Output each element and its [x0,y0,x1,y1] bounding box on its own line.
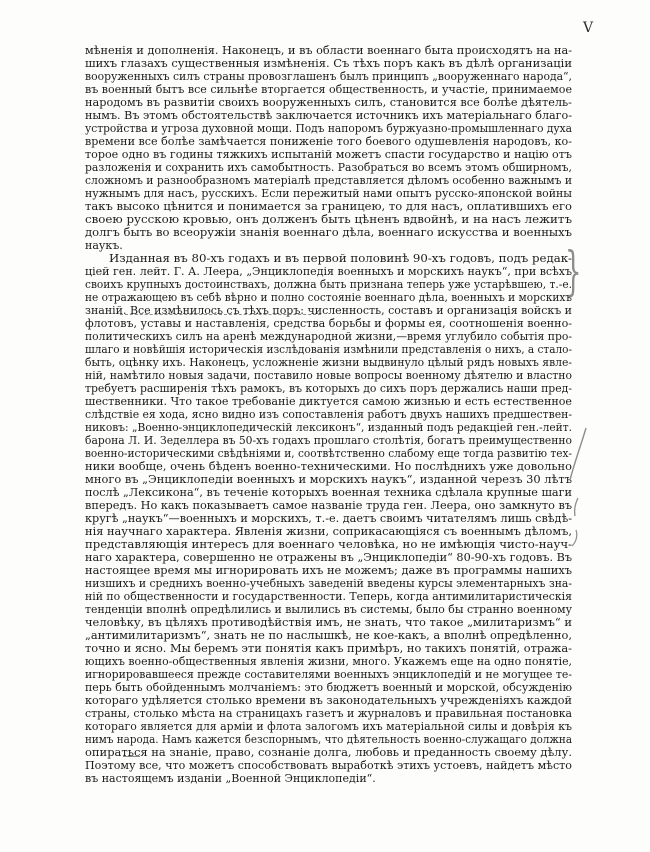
text-line: настоящее время мы игнорировать ихъ не можемъ; даже въ программы нашихъ [85,564,572,577]
text-line: котораго является для арміи и флота залогомъ ихъ матеріальной силы и довѣрія къ [85,720,572,733]
text-line: послѣ „Лексикона“, въ теченіе которыхъ военная техника сдѣлала крупные шаги [85,486,572,499]
text-line: „антимилитаризмъ“, знать не по наслышкѣ, не кое-какъ, а вполнѣ опредѣленно, [85,629,572,642]
text-line: такъ высоко цѣнится и понимается за границею, то для насъ, оплатившихъ его [85,200,572,213]
text-line: быть, оцѣнку ихъ. Наконецъ, усложненіе жизни выдвинуло цѣлый рядъ новыхъ явле- [85,356,572,369]
text-line: впередъ. Но какъ показываетъ самое названіе труда ген. Леера, оно замкнуто въ [85,499,572,512]
text-line: шественники. Что такое требованіе диктуется самою жизнью и есть естественное [85,395,572,408]
pencil-margin-brace-mark: } [565,242,582,302]
text-line: барона Л. И. Зеделлера въ 50-хъ годахъ прошлаго столѣтія, богатъ преимущественно [85,434,572,447]
text-line: разложенія и сохранить ихъ самобытность. Разобраться во всемъ этомъ обширномъ, [85,161,572,174]
text-line: ціей ген. лейт. Г. А. Леера, „Энциклопедія военныхъ и морскихъ наукъ“, при всѣхъ [85,265,572,278]
text-line: Поэтому все, что можетъ способствовать выработкѣ этихъ устоевъ, найдетъ мѣсто [85,759,572,772]
text-line: торое одно въ годины тяжкихъ испытаній можетъ спасти государство и націю отъ [85,148,572,161]
text-line: флотовъ, уставы и наставленія, средства борьбы и формы ея, соотношенія военно- [85,317,572,330]
text-line: наго характера, совершенно не отражены въ „Энциклопедіи“ 80-90-хъ годовъ. Въ [85,551,572,564]
text-line: требуетъ расширенія тѣхъ рамокъ, въ которыхъ до сихъ поръ держались наши пред- [85,382,572,395]
text-line: страны, столько мѣста на страницахъ газетъ и журналовъ и правильная постановка [85,707,572,720]
text-line: шлаго и новѣйшія историческія изслѣдованія измѣнили представленія о нихъ, а стало- [85,343,572,356]
text-line: знаній. Все измѣнилось съ тѣхъ поръ: численность, составъ и организація войскъ и [85,304,572,317]
text-line: ники вообще, очень бѣденъ военно-техническими. Но послѣднихъ уже довольно [85,460,572,473]
text-line: въ настоящемъ изданіи „Военной Энциклопедіи“. [85,772,376,785]
text-line: времени все болѣе замѣчается пониженіе того боевого одушевленія народовъ, ко- [85,135,572,148]
paragraph [85,252,572,785]
text-line: опираться на знаніе, право, сознаніе долга, любовь и преданность своему дѣлу. [85,746,572,759]
text-line: никовъ: „Военно-энциклопедическій лексиконъ“, изданный подъ редакціей ген.-лейт. [85,421,572,434]
text-line: народомъ въ развитіи своихъ вооруженныхъ силъ, становится все болѣе дѣятель- [85,96,572,109]
text-line: человѣку, въ цѣляхъ противодѣйствія имъ, не знать, что такое „милитаризмъ“ и [85,616,572,629]
text-line: точно и ясно. Мы беремъ эти понятія какъ примѣръ, но такихъ понятій, отража- [85,642,572,655]
text-line: перь быть обойденнымъ молчаніемъ: это бюджетъ военный и морской, обсужденію [85,681,572,694]
text-line: кругѣ „наукъ“—военныхъ и морскихъ, т.-е. даетъ своимъ читателямъ лишь свѣдѣ- [85,512,572,525]
text-line: нимъ народа. Намъ кажется безспорнымъ, что дѣятельность военно-служащаго должна [85,733,572,746]
text-line: наукъ. [85,239,123,252]
text-line: ній по общественности и государственности. Теперь, когда антимилитаристическія [85,590,572,603]
text-line: вооруженныхъ силъ страны провозглашенъ былъ принципъ „вооруженнаго народа“, [85,70,572,83]
text-line: своею русскою кровью, онъ долженъ быть цѣненъ вдвойнѣ, и на насъ лежитъ [85,213,572,226]
text-line: ющихъ военно-общественныя явленія жизни, много. Укажемъ еще на одно понятіе, [85,655,572,668]
text-line: нымъ. Въ этомъ обстоятельствѣ заключается источникъ ихъ матеріальнаго благо- [85,109,572,122]
text-line: политическихъ силъ на аренѣ международной жизни,—время углубило событія про- [85,330,572,343]
page-number: V [583,20,595,36]
text-line: игнорировавшееся прежде составителями военныхъ энциклопедій и не могущее те- [85,668,572,681]
text-line: нужнымъ для насъ, русскихъ. Если пережитый нами опытъ русско-японской войны [85,187,572,200]
text-line: Изданная въ 80-хъ годахъ и въ первой половинѣ 90-хъ годовъ, подъ редак- [109,252,572,265]
text-line: тенденціи вполнѣ опредѣлились и вылились въ системы, было бы странно военному [85,603,572,616]
text-line: шихъ глазахъ существенныя измѣненія. Съ тѣхъ поръ какъ въ дѣлѣ организаціи [85,57,572,70]
text-line: сложномъ и разнообразномъ матеріалѣ представляется дѣломъ особенно важнымъ и [85,174,572,187]
text-line: ній, намѣтило новыя задачи, поставило новые вопросы военному дѣятелю и властно [85,369,572,382]
text-line: своихъ крупныхъ достоинствахъ, должна быть признана теперь уже устарѣвшею, т.-е. [85,278,572,291]
text-line: устройства и угроза духовной мощи. Подъ напоромъ буржуазно-промышленнаго духа [85,122,572,135]
text-line: низшихъ и среднихъ военно-учебныхъ заведеній введены курсы элементарныхъ зна- [85,577,572,590]
text-line: долгъ быть во всеоружіи знанія военнаго дѣла, военнаго искусства и военныхъ [85,226,572,239]
text-line: военно-историческими свѣдѣніями и, соотвѣтственно слабому еще тогда развитію тех- [85,447,572,460]
text-line: мѣненія и дополненія. Наконецъ, и въ области военнаго быта происходятъ на на- [85,44,572,57]
text-line: нія научнаго характера. Явленія жизни, соприкасающіяся съ военнымъ дѣломъ, [85,525,572,538]
text-line: не отражающею въ себѣ вѣрно и полно состояніе военнаго дѣла, военныхъ и морскихъ [85,291,572,304]
text-line: слѣдствіе ея хода, ясно видно изъ сопоставленія работъ двухъ нашихъ предшествен- [85,408,572,421]
text-line: котораго удѣляется столько времени въ законодательныхъ учрежденіяхъ каждой [85,694,572,707]
text-line: въ военный бытъ все сильнѣе вторгается общественность, и участіе, принимаемое [85,83,572,96]
paragraph [85,44,572,252]
body-text [85,44,572,785]
text-line: представляющія интересъ для военнаго человѣка, но не имѣющія чисто-науч- [85,538,572,551]
text-line: много въ „Энциклопедіи военныхъ и морскихъ наукъ“, изданной черезъ 30 лѣтъ [85,473,572,486]
